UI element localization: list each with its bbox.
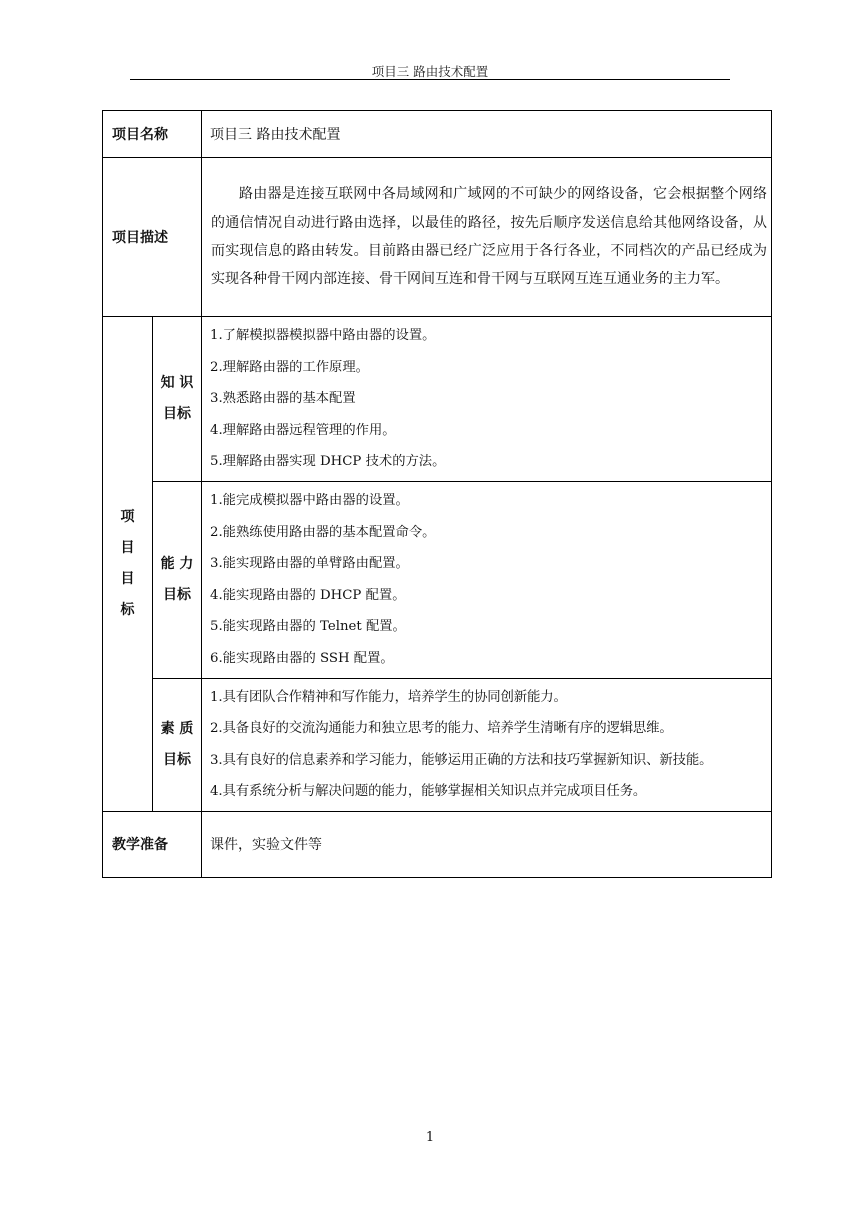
ability-goal-item: 4.能实现路由器的 DHCP 配置。 [210,587,406,603]
page-number: 1 [425,1130,435,1145]
row-quality-goals [103,678,772,811]
knowledge-goal-item: 2.理解路由器的工作原理。 [210,359,369,375]
ability-goals-cell [202,481,772,678]
ability-goal-item: 6.能实现路由器的 SSH 配置。 [210,650,394,666]
quality-goal-item: 2.具备良好的交流沟通能力和独立思考的能力、培养学生清晰有序的逻辑思维。 [210,721,673,737]
quality-goals-list [202,679,771,811]
ability-goal-item: 3.能实现路由器的单臂路由配置。 [210,556,409,572]
goals-label-char: 项 [120,508,135,525]
ability-label-line: 目标 [163,586,191,603]
knowledge-goal-item: 4.理解路由器远程管理的作用。 [210,422,396,438]
ability-goal-item: 5.能实现路由器的 Telnet 配置。 [210,619,406,635]
page-header-title: 项目三 路由技术配置 [371,64,489,79]
quality-goals-label [153,678,202,811]
quality-goals-cell [202,678,772,811]
header-rule [130,79,730,80]
knowledge-label-line: 知 识 [160,374,194,391]
goals-label-char: 标 [120,601,135,618]
quality-goal-item: 1.具有团队合作精神和写作能力，培养学生的协同创新能力。 [210,689,567,705]
goals-label-char: 目 [120,539,135,556]
row-ability-goals [103,481,772,678]
quality-label-line: 素 质 [160,720,194,737]
knowledge-label-line: 目标 [163,405,191,422]
ability-label-line: 能 力 [160,555,194,572]
ability-goal-item: 2.能熟练使用路由器的基本配置命令。 [210,524,436,540]
goals-label-char: 目 [120,570,135,587]
ability-goal-item: 1.能完成模拟器中路由器的设置。 [210,492,409,508]
teaching-prep-label: 教学准备 [103,811,202,877]
project-name-label: 项目名称 [103,111,202,158]
row-project-description [103,158,772,317]
project-goals-label [103,317,153,812]
quality-label-line: 目标 [163,751,191,768]
project-description-label: 项目描述 [103,158,202,317]
knowledge-goal-item: 5.理解路由器实现 DHCP 技术的方法。 [210,454,446,470]
knowledge-goal-item: 3.熟悉路由器的基本配置 [210,391,356,407]
project-description-text: 路由器是连接互联网中各局域网和广域网的不可缺少的网络设备，它会根据整个网络的通信情况自动进行路由选择，以最佳的路径，按先后顺序发送信息给其他网络设备，从而实现信息的路由转发。目前路由器已经广泛应用于各行各业，不同档次的产品已经成为实现各种骨干网内部连接、骨干网间互连和骨干网与互联网互连互通业务的主力军。 [202,158,772,317]
knowledge-goals-list [202,317,771,481]
project-plan-table [102,110,772,878]
row-project-name [103,111,772,158]
project-name-value: 项目三 路由技术配置 [202,111,772,158]
row-teaching-prep [103,811,772,877]
knowledge-goals-cell [202,317,772,482]
teaching-prep-value: 课件，实验文件等 [202,811,772,877]
knowledge-goals-label [153,317,202,482]
ability-goals-list [202,482,771,678]
quality-goal-item: 4.具有系统分析与解决问题的能力，能够掌握相关知识点并完成项目任务。 [210,784,647,800]
quality-goal-item: 3.具有良好的信息素养和学习能力，能够运用正确的方法和技巧掌握新知识、新技能。 [210,752,713,768]
knowledge-goal-item: 1.了解模拟器模拟器中路由器的设置。 [210,328,436,343]
ability-goals-label [153,481,202,678]
row-knowledge-goals [103,317,772,482]
